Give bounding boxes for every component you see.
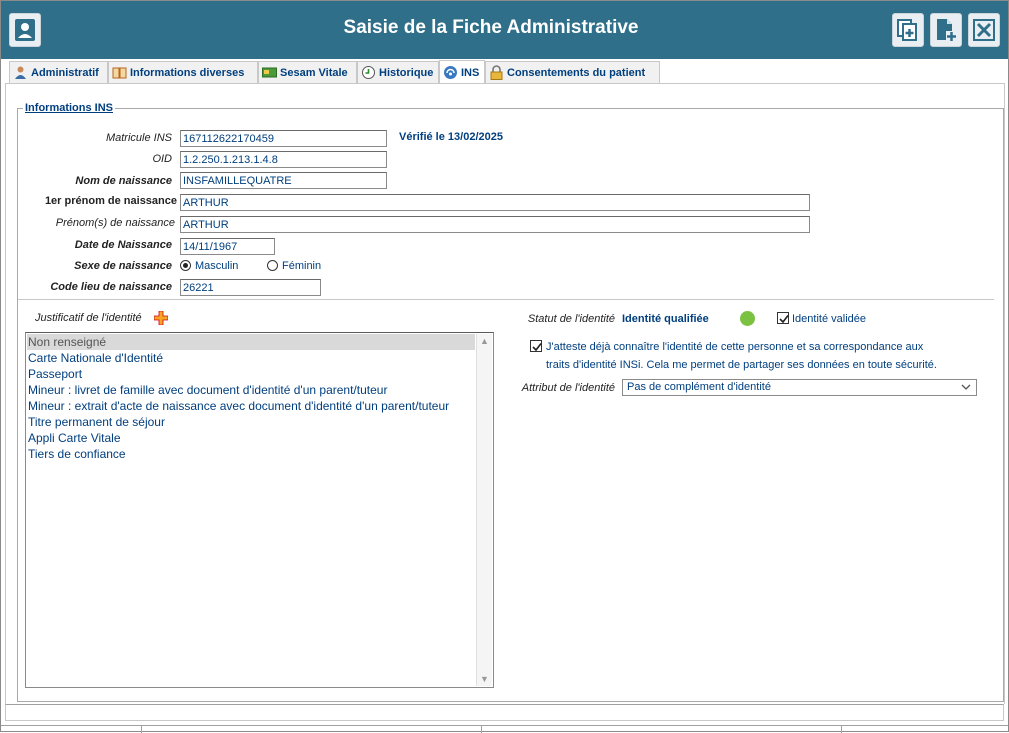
feminin-label[interactable]: Féminin [282, 260, 322, 272]
lock-icon [489, 65, 504, 80]
tab-consentements[interactable] [485, 61, 660, 83]
oid-field[interactable]: 1.2.250.1.213.1.4.8 [180, 151, 387, 168]
verified-date: Vérifié le 13/02/2025 [399, 131, 503, 143]
prenoms-label: Prénom(s) de naissance [55, 217, 175, 229]
attribut-label: Attribut de l'identité [521, 382, 615, 394]
prenoms-field[interactable]: ARTHUR [180, 216, 810, 233]
chevron-down-icon [961, 381, 971, 393]
date-naissance-label: Date de Naissance [74, 239, 172, 251]
list-item[interactable]: Non renseigné [27, 334, 475, 350]
title-bar [1, 1, 1008, 59]
attest-text[interactable]: J'atteste déjà connaître l'identité de cette personne et sa correspondance aux traits d'identité INSi. Cela me permet de partager ses données en toute sécurité. [546, 341, 937, 371]
list-item[interactable]: Mineur : livret de famille avec document d'identité d'un parent/tuteur [28, 383, 388, 397]
tab-label: Administratif [31, 66, 99, 79]
identite-validee-checkbox[interactable] [777, 312, 789, 324]
tab-historique[interactable] [357, 61, 439, 83]
new-file-button[interactable] [930, 13, 962, 47]
list-scrollbar[interactable] [476, 334, 492, 686]
nom-naissance-field[interactable]: INSFAMILLEQUATRE [180, 172, 387, 189]
attest-checkbox[interactable] [530, 340, 542, 352]
tab-label: Consentements du patient [507, 66, 646, 79]
add-justificatif-icon[interactable] [154, 311, 168, 325]
list-item[interactable]: Tiers de confiance [28, 447, 126, 461]
identite-validee-label[interactable]: Identité validée [792, 313, 866, 325]
bottom-bar [5, 704, 1004, 721]
sexe-label: Sexe de naissance [74, 260, 172, 272]
matricule-label: Matricule INS [105, 132, 172, 144]
book-icon [112, 65, 127, 80]
tab-label: INS [461, 66, 480, 79]
feminin-radio[interactable] [267, 260, 278, 271]
list-item[interactable]: Appli Carte Vitale [28, 431, 121, 445]
tab-administratif[interactable] [9, 61, 108, 83]
premier-prenom-label: 1er prénom de naissance [44, 195, 177, 207]
attribut-select[interactable] [622, 379, 977, 396]
list-item[interactable]: Titre permanent de séjour [28, 415, 165, 429]
statut-label: Statut de l'identité [527, 313, 615, 325]
new-file-icon [935, 18, 957, 42]
ins-icon [443, 65, 458, 80]
close-button[interactable] [968, 13, 1000, 47]
oid-label: OID [152, 153, 172, 165]
attribut-value: Pas de complément d'identité [627, 381, 771, 393]
tab-informations-diverses[interactable] [108, 61, 258, 83]
nom-naissance-label: Nom de naissance [75, 175, 172, 187]
matricule-field[interactable]: 167112622170459 [180, 130, 387, 147]
justificatif-label: Justificatif de l'identité [35, 312, 142, 324]
tab-label: Historique [379, 66, 434, 79]
code-lieu-field[interactable]: 26221 [180, 279, 321, 296]
ins-legend: Informations INS [25, 102, 114, 114]
tab-sesam-vitale[interactable] [258, 61, 357, 83]
statut-value: Identité qualifiée [622, 313, 709, 325]
code-lieu-label: Code lieu de naissance [50, 281, 172, 293]
close-icon [973, 18, 995, 42]
premier-prenom-field[interactable]: ARTHUR [180, 194, 810, 211]
scroll-up-icon[interactable]: ▲ [480, 336, 489, 346]
check-icon [778, 313, 790, 325]
copy-add-icon [897, 18, 919, 42]
card-icon [262, 65, 277, 80]
section-divider [18, 299, 994, 300]
copy-add-button[interactable] [892, 13, 924, 47]
justificatif-list[interactable] [25, 332, 494, 688]
tab-label: Informations diverses [130, 66, 245, 79]
list-item[interactable]: Mineur : extrait d'acte de naissance avec document d'identité d'un parent/tuteur [28, 399, 450, 413]
masculin-radio[interactable] [180, 260, 191, 271]
scroll-down-icon[interactable]: ▼ [480, 674, 489, 684]
window-title: Saisie de la Fiche Administrative [343, 17, 639, 38]
check-icon [531, 341, 543, 353]
date-naissance-field[interactable]: 14/11/1967 [180, 238, 275, 255]
person-icon [13, 65, 28, 80]
masculin-label[interactable]: Masculin [195, 260, 239, 272]
status-dot [740, 311, 755, 326]
list-item[interactable]: Passeport [28, 367, 83, 381]
list-item[interactable]: Carte Nationale d'Identité [28, 351, 164, 365]
tab-ins[interactable] [439, 60, 485, 84]
tab-label: Sesam Vitale [280, 66, 348, 79]
history-icon [361, 65, 376, 80]
